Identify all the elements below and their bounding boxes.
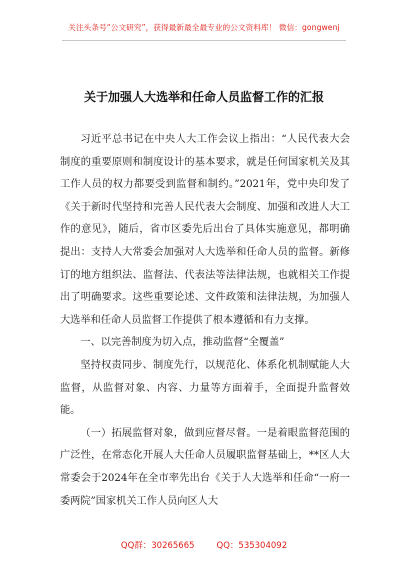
paragraph-intro: 习近平总书记在中央人大工作会议上指出：“人民代表大会制度的重要原则和制度设计的基本要求，就是任何国家机关及其工作人员的权力都要受到监督和制约。”2021年，党中央印发了《关于新时代坚持和完善人民代表大会制度、加强和改进人大工作的意见》，随后，省市区委先后出台了具体实施意见，都明确提出：支持人大常委会加强对人大选举和任命人员的监督。新修订的地方组织法、监督法、代表法等法律法规，也就相关工作提出了明确要求。这些重要论述、文件政策和法律法规，为加强人大选举和任命人员监督工作提供了根本遵循和有力支撑。: [60, 134, 350, 326]
header-banner: 关注头条号“公文研究”，获得最新最全最专业的公文资料库！ 微信：gongwenj: [68, 23, 340, 32]
footer-contact: [0, 539, 408, 551]
paragraph-section-1: 坚持权责同步、制度先行，以规范化、体系化机制赋能人大监督，从监督对象、内容、力量等方面着手，全面提升监督效能。: [60, 359, 350, 417]
document-title: 关于加强人大选举和任命人员监督工作的汇报: [83, 90, 324, 104]
document-body: [60, 129, 350, 513]
footer-qq-group: QQ群：30265665: [120, 541, 195, 551]
paragraph-subsection-1: （一）拓展监督对象，做到应督尽督。一是着眼监督范围的广泛性，在常态化开展人大任命人员履职监督基础上，**区人大常委会于2024年在全市率先出台《关于人大选举和任命“一府一委两院”国家机关工作人员向区人大: [60, 427, 350, 507]
section-heading-1: 一、以完善制度为切入点，推动监督“全覆盖”: [80, 337, 285, 349]
header-divider: [62, 40, 346, 41]
footer-qq: QQ：535304092: [216, 541, 288, 551]
